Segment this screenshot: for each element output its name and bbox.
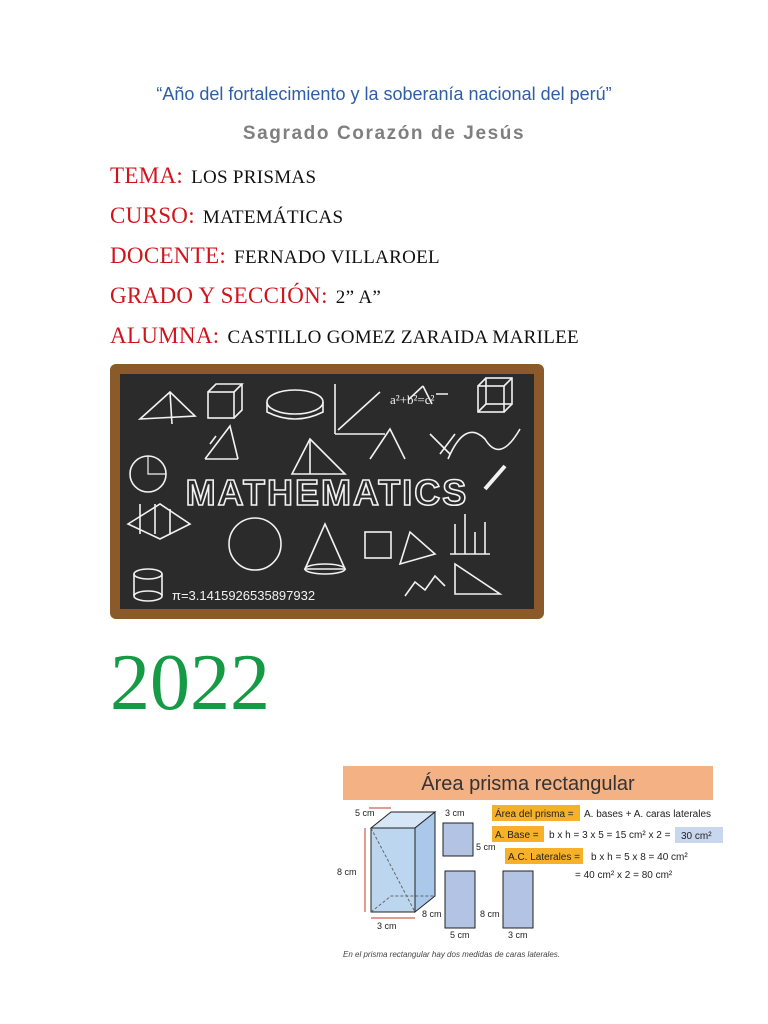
dim-depth: 5 cm [355, 808, 375, 818]
laterales-line-1: b x h = 5 x 8 = 40 cm² [591, 852, 688, 863]
field-value: CASTILLO GOMEZ ZARAIDA MARILEE [227, 327, 579, 348]
field-value: 2” A” [335, 287, 382, 308]
laterales-label: A.C. Laterales = [508, 852, 580, 863]
field-value: MATEMÁTICAS [202, 207, 344, 228]
prism-area-figure [335, 766, 743, 966]
field-curso [110, 203, 343, 229]
field-alumna [110, 323, 579, 349]
figure-caption: En el prisma rectangular hay dos medidas de caras laterales. [343, 950, 560, 959]
lateral-1-bottom: 5 cm [450, 930, 470, 940]
base-label: A. Base = [495, 830, 539, 841]
field-tema [110, 163, 316, 189]
lateral-face-1 [445, 871, 475, 928]
figure-title: Área prisma rectangular [421, 773, 635, 795]
mathematics-word: MATHEMATICS [185, 472, 469, 513]
field-label: DOCENTE: [110, 243, 227, 268]
lateral-2-side: 8 cm [480, 909, 500, 919]
lateral-face-2 [503, 871, 533, 928]
field-value: FERNADO VILLAROEL [234, 247, 440, 268]
base-face-side: 5 cm [476, 842, 496, 852]
field-label: CURSO: [110, 203, 195, 228]
pi-digits: π=3.14159265358979​32 [172, 588, 316, 603]
field-label: ALUMNA: [110, 323, 220, 348]
base-face [443, 823, 473, 856]
dim-width: 3 cm [377, 921, 397, 931]
dim-height: 8 cm [337, 867, 357, 877]
pythagoras-formula: a²+b²=c² [390, 392, 435, 407]
field-value: LOS PRISMAS [191, 167, 317, 188]
field-docente [110, 243, 440, 269]
field-grado [110, 283, 381, 309]
motto-line: “Año del fortalecimiento y la soberanía nacional del perú” [156, 84, 612, 104]
field-label: TEMA: [110, 163, 184, 188]
formula-text: A. bases + A. caras laterales [584, 809, 712, 820]
laterales-line-2: = 40 cm² x 2 = 80 cm² [575, 870, 673, 881]
field-label: GRADO Y SECCIÓN: [110, 283, 328, 308]
base-face-top: 3 cm [445, 808, 465, 818]
base-result: 30 cm² [681, 831, 712, 842]
year-text: 2022 [110, 639, 270, 727]
base-text: b x h = 3 x 5 = 15 cm² x 2 = [549, 830, 671, 841]
lateral-1-side: 8 cm [422, 909, 442, 919]
chalkboard-image [110, 364, 544, 619]
prism-3d-drawing [365, 808, 435, 918]
formula-label: Área del prisma = [495, 809, 574, 820]
lateral-2-bottom: 3 cm [508, 930, 528, 940]
school-name: Sagrado Corazón de Jesús [242, 123, 526, 144]
